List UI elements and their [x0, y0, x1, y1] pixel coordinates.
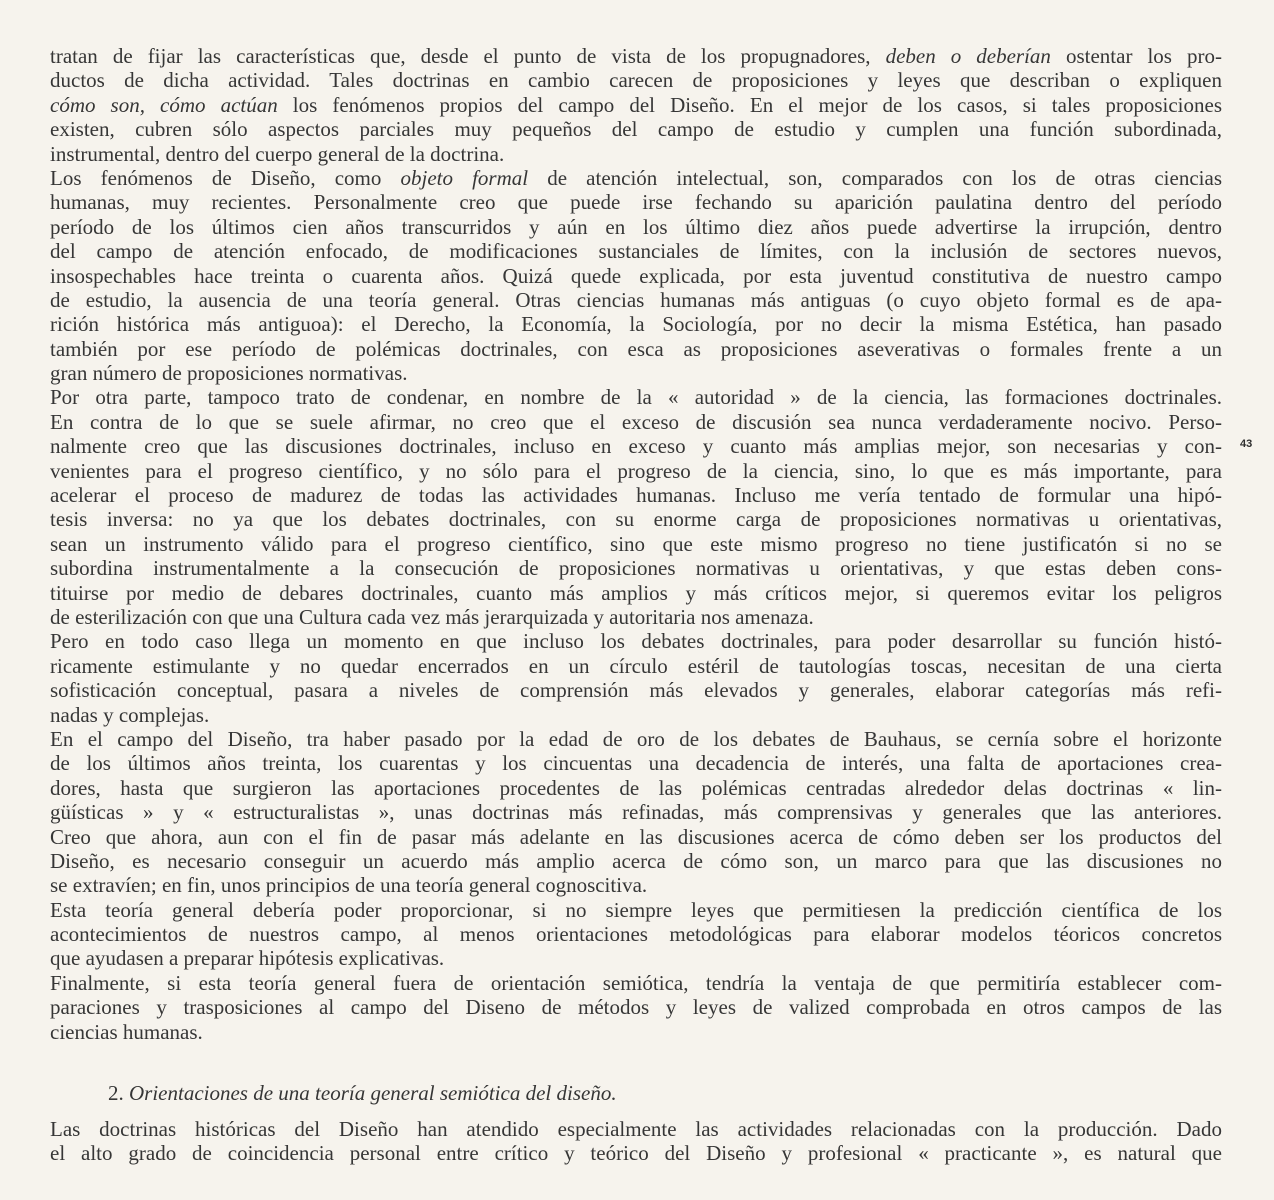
text-line: subordina instrumentalmente a la consecución de proposiciones normativas u orientativas, y que estas deben cons- [50, 556, 1222, 581]
text-line: Por otra parte, tampoco trato de condenar, en nombre de la « autoridad » de la ciencia, las formaciones doctrinales. [50, 385, 1222, 410]
text-line: de esterilización con que una Cultura cada vez más jerarquizada y autoritaria nos amenaza. [50, 604, 814, 629]
text-line: que ayudasen a preparar hipótesis explicativas. [50, 946, 445, 971]
paragraph [50, 385, 1222, 629]
emphasis: cómo son, cómo actúan [50, 92, 278, 117]
paragraph [50, 166, 1222, 386]
body-text-continued [50, 1117, 1222, 1166]
text-line: ductos de dicha actividad. Tales doctrinas en cambio carecen de proposiciones y leyes que describan o expliquen [50, 68, 1222, 93]
text-line: En contra de lo que se suele afirmar, no creo que el exceso de discusión sea nunca verdaderamente nocivo. Perso- [50, 409, 1222, 434]
text-line: instrumental, dentro del cuerpo general de la doctrina. [50, 141, 505, 166]
text-line: existen, cubren sólo aspectos parciales muy pequeños del campo de estudio y cumplen una función subordinada, [50, 117, 1222, 142]
section-number: 2. [108, 1081, 124, 1105]
section-heading [108, 1081, 617, 1105]
section-title: Orientaciones de una teoría general semiótica del diseño. [129, 1081, 617, 1105]
text-line: paraciones y trasposiciones al campo del Diseno de métodos y leyes de valized comprobada en otros campos de las [50, 995, 1222, 1020]
text-run: Los fenómenos de Diseño, como [50, 165, 401, 190]
text-line: ciencias humanas. [50, 1019, 203, 1044]
text-line: se extravíen; en fin, unos principios de una teoría general cognoscitiva. [50, 873, 648, 898]
paragraph [50, 727, 1222, 898]
emphasis: deben o deberían [885, 44, 1051, 68]
text-line: tituirse por medio de debares doctrinales, cuanto más amplios y más críticos mejor, si queremos evitar los peligros [50, 580, 1222, 605]
emphasis: objeto formal [400, 165, 529, 190]
text-line: del campo de atención enfocado, de modificaciones sustanciales de límites, con la inclusión de sectores nuevos, [50, 239, 1222, 264]
text-line: sean un instrumento válido para el progreso científico, sino que este mismo progreso no tiene justificatón si no se [50, 531, 1222, 556]
paragraph [50, 629, 1222, 727]
text-line [50, 166, 1222, 190]
paragraph [50, 898, 1222, 971]
text-line: de los últimos años treinta, los cuarentas y los cincuentas una decadencia de interés, una falta de aportaciones crea- [50, 751, 1222, 776]
text-line: Pero en todo caso llega un momento en que incluso los debates doctrinales, para poder desarrollar su función histó- [50, 629, 1222, 654]
text-run: tratan de fijar las características que, desde el punto de vista de los propugnadores, [50, 44, 886, 68]
text-run: de atención intelectual, son, comparados con los de otras ciencias [528, 165, 1222, 190]
text-line: acelerar el proceso de madurez de todas las actividades humanas. Incluso me vería tentado de formular una hipó- [50, 483, 1222, 508]
text-line: período de los últimos cien años transcurridos y aún en los último diez años puede advertirse la irrupción, dentro [50, 214, 1222, 239]
text-line: venientes para el progreso científico, y no sólo para el progreso de la ciencia, sino, lo que es más importante, para [50, 458, 1222, 483]
text-line: ricamente estimulante y no quedar encerrados en un círculo estéril de tautologías toscas, necesitan de una cierta [50, 653, 1222, 678]
text-line: Creo que ahora, aun con el fin de pasar más adelante en las discusiones acerca de cómo deben ser los productos del [50, 824, 1222, 849]
text-line: gran número de proposiciones normativas. [50, 361, 408, 386]
text-line: de estudio, la ausencia de una teoría general. Otras ciencias humanas más antiguas (o cuyo objeto formal es de apa- [50, 287, 1222, 312]
page-number: 43 [1240, 438, 1253, 450]
text-line: nadas y complejas. [50, 702, 210, 727]
text-line: Diseño, es necesario conseguir un acuerdo más amplio acerca de cómo son, un marco para que las discusiones no [50, 848, 1222, 873]
text-line: dores, hasta que surgieron las aportaciones procedentes de las polémicas centradas alrededor delas doctrinas « lin- [50, 775, 1222, 800]
text-line: tesis inversa: no ya que los debates doctrinales, con su enorme carga de proposiciones normativas u orientativas, [50, 507, 1222, 532]
text-run: ostentar los pro- [1050, 44, 1222, 68]
text-line: acontecimientos de nuestros campo, al menos orientaciones metodológicas para elaborar modelos téoricos concretos [50, 922, 1222, 947]
paragraph [50, 971, 1222, 1044]
text-line: también por ese período de polémicas doctrinales, con esca as proposiciones aseverativas o formales frente a un [50, 336, 1222, 361]
text-run: los fenómenos propios del campo del Diseño. En el mejor de los casos, si tales proposiciones [277, 92, 1222, 117]
text-line: insospechables hace treinta o cuarenta años. Quizá quede explicada, por esta juventud constitutiva de nuestro campo [50, 263, 1222, 288]
text-line: sofisticación conceptual, pasara a niveles de comprensión más elevados y generales, elaborar categorías más refi- [50, 678, 1222, 703]
text-line: humanas, muy recientes. Personalmente creo que puede irse fechando su aparición paulatina dentro del período [50, 190, 1222, 215]
text-line: En el campo del Diseño, tra haber pasado por la edad de oro de los debates de Bauhaus, se cernía sobre el horizonte [50, 726, 1222, 751]
text-line: Finalmente, si esta teoría general fuera de orientación semiótica, tendría la ventaja de que permitiría establecer com- [50, 970, 1222, 995]
paragraph [50, 44, 1222, 166]
text-line: el alto grado de coincidencia personal entre crítico y teórico del Diseño y profesional « practicante », es natural que [50, 1141, 1222, 1166]
text-line: Esta teoría general debería poder proporcionar, si no siempre leyes que permitiesen la predicción científica de los [50, 897, 1222, 922]
body-text [50, 44, 1222, 1044]
text-line: Las doctrinas históricas del Diseño han atendido especialmente las actividades relacionadas con la producción. Dado [50, 1117, 1222, 1141]
text-line: nalmente creo que las discusiones doctrinales, incluso en exceso y cuanto más amplias mejor, son necesarias y con- [50, 434, 1222, 459]
paragraph [50, 1117, 1222, 1166]
text-line [50, 44, 1222, 68]
text-line: güísticas » y « estructuralistas », unas doctrinas más refinadas, más comprensivas y generales que las anteriores. [50, 800, 1222, 825]
text-line: rición histórica más antiguoa): el Derecho, la Economía, la Sociología, por no decir la misma Estética, han pasado [50, 312, 1222, 337]
text-line [50, 93, 1222, 117]
